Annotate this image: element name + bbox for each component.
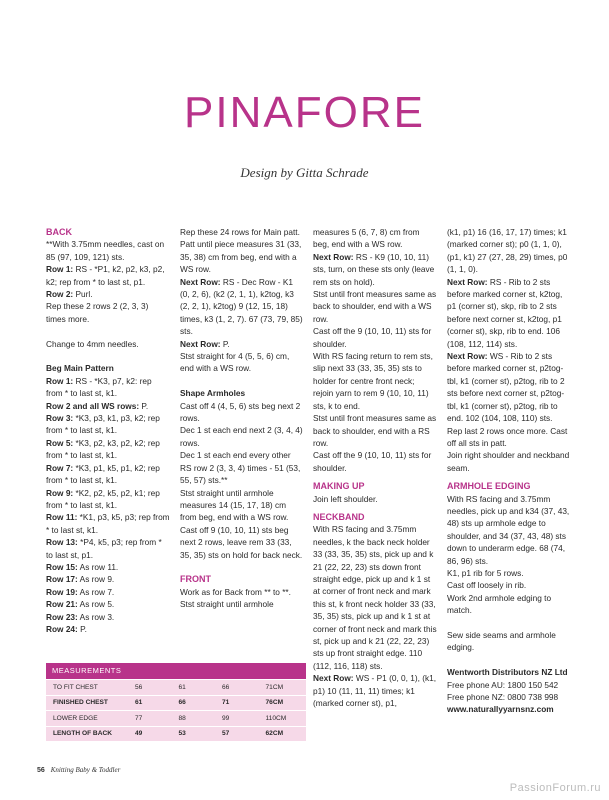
measurement-value: 71: [219, 695, 263, 711]
paragraph: Patt until piece measures 31 (33, 35, 38) cm from beg, end with a WS row.: [180, 239, 302, 275]
column-3: [313, 226, 437, 709]
row-instruction: Next Row: RS - Dec Row - K1 (0, 2, 6), (k2 (2, 1, 1), k2tog, k3 (2, 2, 1), k2tog) 9 (12, 15, 18) times, k3 (1, 2, 7). 67 (73, 79, 85) sts.: [180, 276, 303, 337]
measurement-value: 53: [175, 726, 219, 741]
paragraph: Dec 1 st each end next 2 (3, 4, 4) rows.: [180, 425, 303, 448]
paragraph: Change to 4mm needles.: [46, 338, 139, 349]
row-instruction: [46, 263, 170, 288]
measurement-value: 110CM: [262, 711, 306, 727]
paragraph: (k1, p1) 16 (16, 17, 17) times; k1 (marked corner st); p0 (1, 1, 0), (p1, k1) 27 (27, 28, 29) times, p0 (1, 1, 0).: [447, 227, 568, 275]
paragraph: Stst until front measures same as back to shoulder, end with a RS row.: [313, 413, 437, 448]
paragraph: Join left shoulder.: [313, 493, 378, 504]
distributor-phone-nz: Free phone NZ: 0800 738 998: [447, 692, 559, 702]
row-instruction: Row 7: *K3, p1, k5, p1, k2; rep from * to last st, k1.: [46, 462, 160, 486]
measurement-value: 66: [175, 695, 219, 711]
row-instruction: Row 23: As row 3.: [46, 611, 115, 622]
section-heading-neckband: NECKBAND: [313, 511, 365, 522]
paragraph: Cast off 4 (4, 5, 6) sts beg next 2 rows.: [180, 400, 301, 424]
paragraph: With RS facing and 3.75mm needles, k the back neck holder 33 (33, 35, 35) sts, pick up and k 21 (22, 22, 23) sts down front straight edge, pick up and k 1 st at corner of front neck and mark this st, k front neck holder 33 (33, 35, 35) sts, pick up and k 1 st at corner of front neck and mark this st, pick up and k 21 (22, 22, 23) sts up front straight edge. 110 (112, 116, 118) sts.: [313, 524, 437, 671]
section-heading-back: BACK: [46, 227, 72, 237]
measurement-label: LOWER EDGE: [46, 711, 132, 727]
subheading-main-pattern: Beg Main Pattern: [46, 363, 114, 374]
measurements-table: [46, 663, 306, 741]
row-instruction: Row 19: As row 7.: [46, 586, 115, 597]
row-instruction: Row 5: *K3, p2, k3, p2, k2; rep from * to last st, k1.: [46, 437, 160, 461]
measurement-value: 99: [219, 711, 263, 727]
paragraph: K1, p1 rib for 5 rows.: [447, 567, 524, 578]
paragraph: Stst until front measures same as back to shoulder, end with a WS row.: [313, 289, 437, 324]
paragraph: Join right shoulder and neckband seam.: [447, 450, 570, 473]
section-heading-armhole-edging: ARMHOLE EDGING: [447, 481, 531, 492]
measurement-label: FINISHED CHEST: [46, 695, 132, 711]
column-4: [447, 226, 571, 716]
row-instruction: Row 15: As row 11.: [46, 561, 119, 572]
row-instruction: Row 11: *K1, p3, k5, p3; rep from * to last st, k1.: [46, 512, 170, 535]
section-heading-making-up: MAKING UP: [313, 481, 365, 492]
magazine-name: Knitting Baby & Toddler: [50, 766, 121, 774]
paragraph: Stst straight for 4 (5, 5, 6) cm, end with a WS row.: [180, 351, 290, 374]
measurement-label: TO FIT CHEST: [46, 680, 132, 696]
paragraph: Sew side seams and armhole edging.: [447, 629, 556, 653]
paragraph: Rep last 2 rows once more. Cast off all sts in patt.: [447, 425, 568, 448]
measurement-value: 61: [132, 695, 176, 711]
paragraph: Cast off the 9 (10, 10, 11) sts for shoulder.: [313, 450, 432, 473]
paragraph: Work 2nd armhole edging to match.: [447, 592, 552, 616]
column-1: [46, 226, 170, 635]
row-instruction: Row 2 and all WS rows: P.: [46, 400, 149, 411]
row-text: Purl.: [73, 289, 93, 300]
measurement-value: 88: [175, 711, 219, 727]
paragraph: Rep these 24 rows for Main patt.: [180, 227, 300, 237]
paragraph: Work as for Back from ** to **. Stst straight until armhole: [180, 586, 291, 610]
paragraph: Cast off loosely in rib.: [447, 580, 527, 591]
row-instruction: Next Row: RS - Rib to 2 sts before marked corner st, k2tog, p1 (corner st), skp, rib to 2 sts before next corner st, k2tog, p1 (corner st), skp, rib to end. 106 (108, 112, 114) sts.: [447, 276, 563, 349]
row-instruction: Row 24: P.: [46, 623, 87, 634]
row-text: RS - *P1, k2, p2, k3, p2, k2; rep from * to last st, p1.: [46, 264, 165, 287]
paragraph: Dec 1 st each end every other RS row 2 (3, 3, 4) times - 51 (53, 55, 57) sts.**: [180, 450, 301, 486]
measurement-value: 61: [175, 680, 219, 696]
paragraph: With RS facing and 3.75mm needles, pick up and k34 (37, 43, 48) sts up armhole edge to shoulder, and 34 (37, 43, 48) sts down to underarm edge. 68 (74, 86, 96) sts.: [447, 493, 570, 566]
measurement-row: [46, 711, 306, 727]
row-label: Row 2:: [46, 289, 74, 300]
row-instruction: Row 3: *K3, p3, k1, p3, k2; rep from * to last st, k1.: [46, 413, 160, 436]
row-instruction: Row 21: As row 5.: [46, 599, 115, 610]
paragraph: Cast off 9 (10, 10, 11) sts beg next 2 rows, leave rem 33 (33, 35, 35) sts on hold for back neck.: [180, 524, 303, 560]
paragraph: **With 3.75mm needles, cast on 85 (97, 109, 121) sts.: [46, 239, 165, 262]
designer-byline: Design by Gitta Schrade: [240, 165, 369, 180]
row-instruction: Row 9: *K2, p2, k5, p2, k1; rep from * to last st, k1.: [46, 487, 160, 510]
measurement-value: 56: [132, 680, 176, 696]
measurement-label: LENGTH OF BACK: [46, 726, 132, 741]
row-instruction: Next Row: RS - K9 (10, 10, 11) sts, turn, on these sts only (leave rem sts on hold).: [313, 251, 435, 287]
measurement-value: 49: [132, 726, 176, 741]
measurement-row: [46, 695, 306, 711]
measurement-value: 66: [219, 680, 263, 696]
column-2: [180, 226, 304, 611]
watermark: PassionForum.ru: [509, 782, 601, 794]
measurement-value: 57: [219, 726, 263, 741]
distributor-website[interactable]: www.naturallyyarnsnz.com: [447, 704, 554, 715]
row-instruction: Row 1: RS - *K3, p7, k2: rep from * to last st, k1.: [46, 375, 152, 399]
distributor-name: Wentworth Distributors NZ Ltd: [447, 667, 568, 678]
row-instruction: Row 13: *P4, k5, p3; rep from * to last st, p1.: [46, 537, 162, 560]
measurement-value: 71CM: [262, 680, 306, 696]
row-label: Row 1:: [46, 264, 74, 275]
row-instruction: Next Row: P.: [180, 338, 230, 349]
row-instruction: Row 17: As row 9.: [46, 574, 115, 585]
paragraph: measures 5 (6, 7, 8) cm from beg, end with a WS row.: [313, 227, 420, 250]
page-title: PINAFORE: [184, 88, 425, 137]
measurement-row: [46, 726, 306, 741]
paragraph: Stst straight until armhole measures 14 (15, 17, 18) cm from beg, end with a WS row.: [180, 487, 289, 523]
paragraph: With RS facing return to rem sts, slip next 33 (33, 35, 35) sts to holder for centre front neck; rejoin yarn to rem 9 (10, 10, 11) sts, k to end.: [313, 351, 433, 411]
page-footer: [37, 766, 120, 774]
measurement-value: 76CM: [262, 695, 306, 711]
measurement-value: 77: [132, 711, 176, 727]
paragraph: Cast off the 9 (10, 10, 11) sts for shoulder.: [313, 326, 432, 349]
subheading-shape-armholes: Shape Armholes: [180, 388, 246, 399]
page-number: 56: [37, 767, 45, 774]
row-instruction: [46, 288, 170, 300]
measurement-row: [46, 680, 306, 696]
row-instruction: Next Row: WS - P1 (0, 0, 1), (k1, p1) 10 (11, 11, 11) times; k1 (marked corner st), p1,: [313, 673, 437, 709]
measurement-value: 62CM: [262, 726, 306, 741]
row-instruction: Next Row: WS - Rib to 2 sts before marked corner st, p2tog-tbl, k1 (corner st), p2tog, rib to 2 sts before next corner st, p2tog-tbl, k1 (corner st), p2tog, rib to end. 102 (104, 108, 110) sts.: [447, 351, 565, 424]
paragraph: Rep these 2 rows 2 (2, 3, 3) times more.: [46, 301, 149, 324]
section-heading-front: FRONT: [180, 574, 211, 585]
measurements-heading: MEASUREMENTS: [46, 663, 306, 679]
distributor-phone-au: Free phone AU: 1800 150 542: [447, 679, 559, 690]
